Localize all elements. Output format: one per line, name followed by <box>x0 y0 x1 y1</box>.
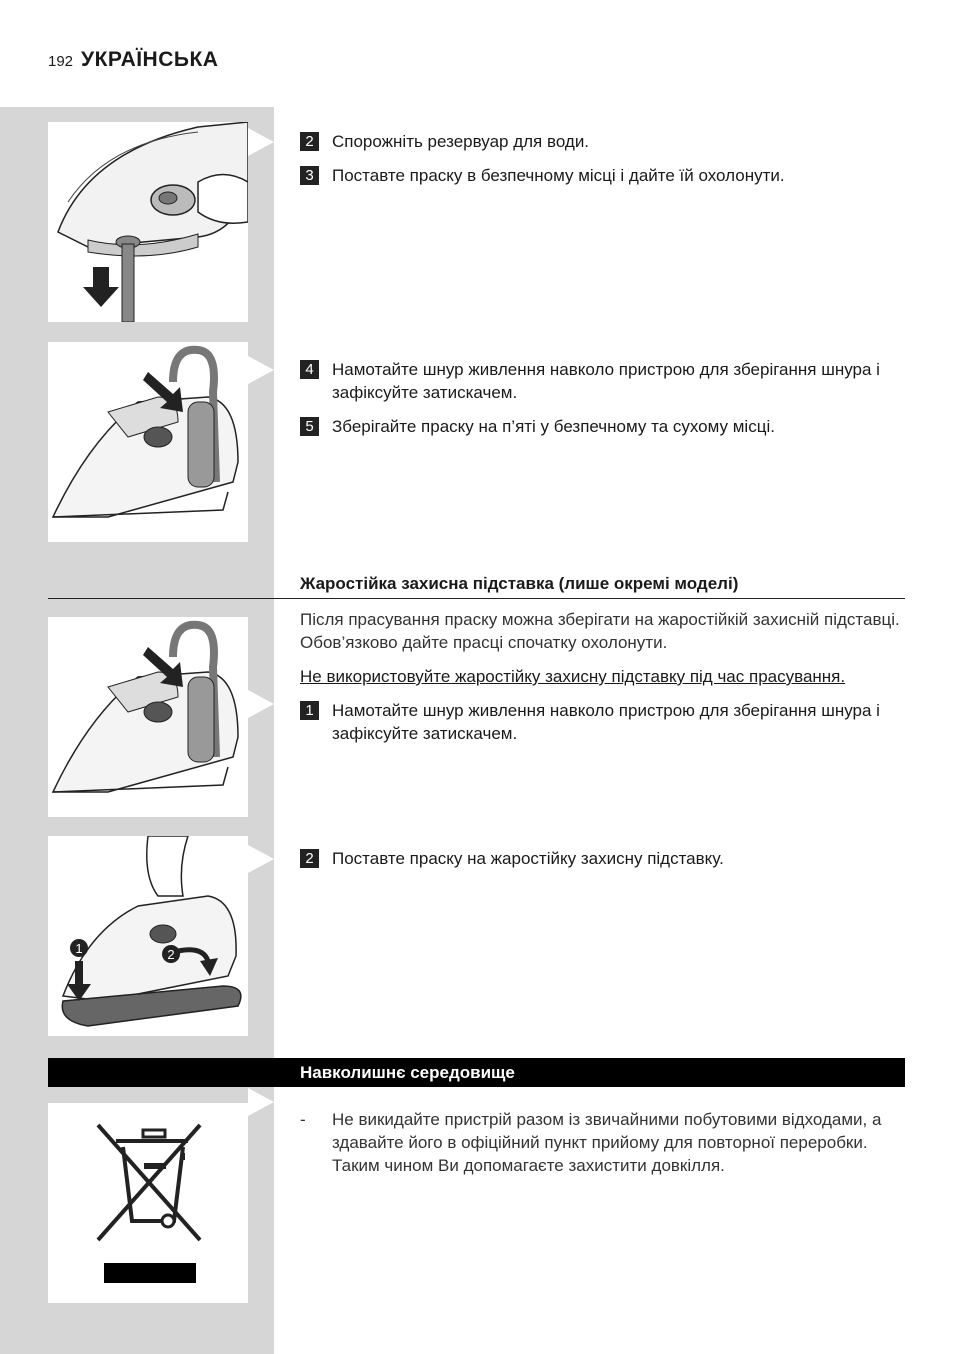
step-number: 2 <box>300 849 319 868</box>
step-number: 4 <box>300 360 319 379</box>
step-text: Поставте праску в безпечному місці і дайте їй охолонути. <box>332 166 785 185</box>
figure-pointer <box>248 845 274 873</box>
step-item <box>300 847 905 870</box>
page-header <box>48 48 218 72</box>
environment-text: Не викидайте пристрій разом із звичайними побутовими відходами, а здавайте його в офіційний пункт прийому для повторної переробки. Таким чином Ви допомагаєте захистити довкілля. <box>332 1110 882 1175</box>
language-title: УКРАЇНСЬКА <box>81 48 219 71</box>
figure-pointer <box>248 690 274 718</box>
step-text: Спорожніть резервуар для води. <box>332 132 590 151</box>
figure-wrap-cord <box>48 342 248 542</box>
step-number: 5 <box>300 417 319 436</box>
heat-mat-description: Після прасування праску можна зберігати на жаростійкій захисній підставці. Обов’язково дайте прасці спочатку охолонути. <box>300 610 900 652</box>
figure-label-1: 1 <box>75 941 83 956</box>
step-text: Зберігайте праску на п’яті у безпечному та сухому місці. <box>332 417 775 436</box>
figure-place-on-mat <box>48 836 248 1036</box>
step-number: 3 <box>300 166 319 185</box>
section-title-environment: Навколишнє середовище <box>300 1063 515 1082</box>
section-divider <box>48 598 905 599</box>
bullet-dash: - <box>300 1110 306 1129</box>
step-text: Намотайте шнур живлення навколо пристрою для зберігання шнура і зафіксуйте затискачем. <box>332 701 880 743</box>
step-item <box>300 699 905 745</box>
section-bar-environment <box>48 1058 905 1087</box>
section-title-heat-mat: Жаростійка захисна підставка (лише окремі моделі) <box>300 574 739 593</box>
step-text: Поставте праску на жаростійку захисну підставку. <box>332 849 724 868</box>
figure-wrap-cord-mat <box>48 617 248 817</box>
figure-empty-water-tank <box>48 122 248 322</box>
figure-pointer <box>248 1088 274 1116</box>
step-item <box>300 164 905 187</box>
step-text: Намотайте шнур живлення навколо пристрою для зберігання шнура і зафіксуйте затискачем. <box>332 360 880 402</box>
step-number: 2 <box>300 132 319 151</box>
figure-weee-bin <box>48 1103 248 1303</box>
figure-pointer <box>248 356 274 384</box>
step-number: 1 <box>300 701 319 720</box>
figure-pointer <box>248 128 274 156</box>
page-number: 192 <box>48 53 74 70</box>
heat-mat-warning: Не використовуйте жаростійку захисну підставку під час прасування. <box>300 667 846 686</box>
figure-label-2: 2 <box>167 947 175 962</box>
step-item <box>300 415 905 438</box>
list-item <box>300 1108 905 1177</box>
step-item <box>300 358 905 404</box>
step-item <box>300 130 905 153</box>
